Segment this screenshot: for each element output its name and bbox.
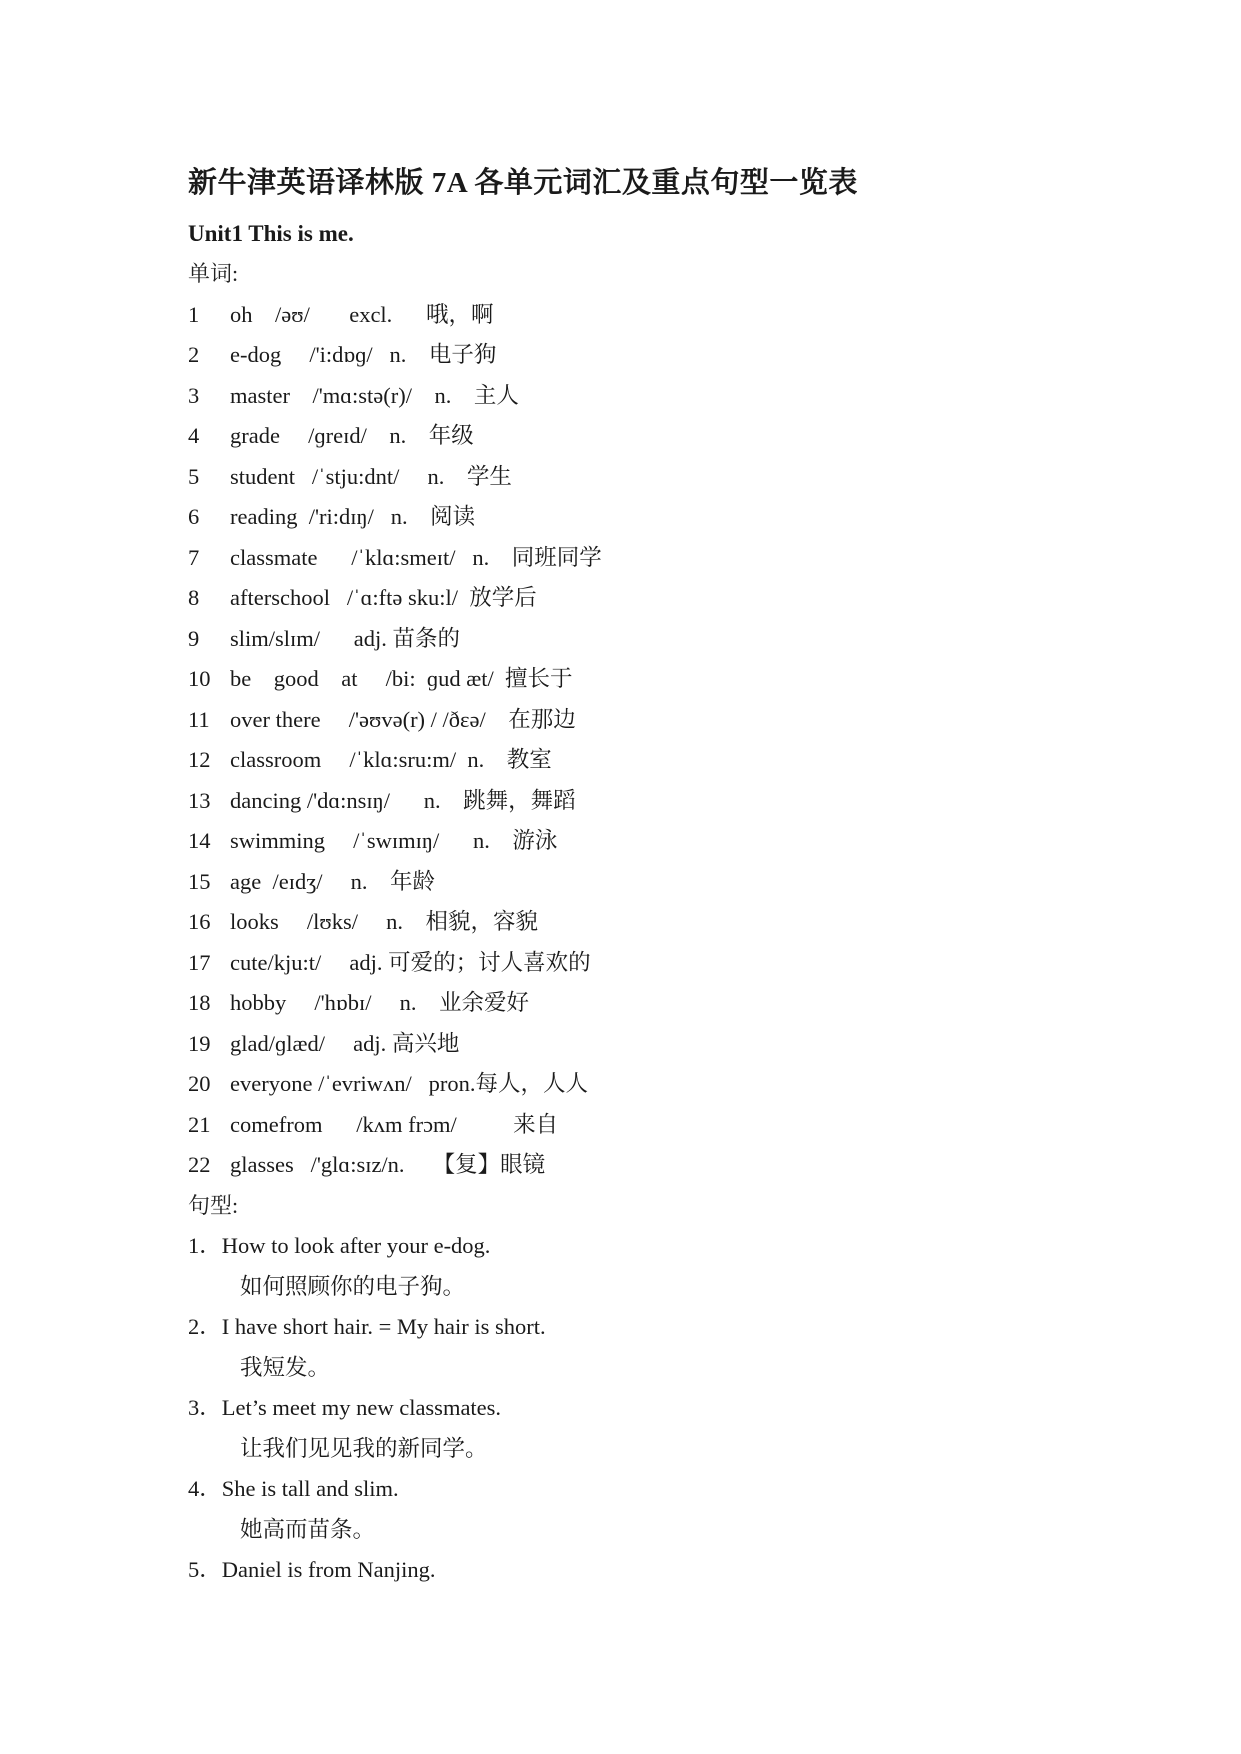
- vocab-number: 11: [188, 706, 210, 732]
- vocab-number: 16: [188, 909, 211, 934]
- vocab-entry: student /ˈstju:dnt/ n. 学生: [230, 463, 512, 489]
- vocab-item: [188, 659, 1188, 700]
- sentence-chinese: 让我们见见我的新同学。: [240, 1435, 488, 1461]
- vocab-number: 14: [188, 828, 211, 853]
- vocab-entry: classmate /ˈklɑ:smeɪt/ n. 同班同学: [230, 544, 602, 570]
- vocab-number: 15: [188, 868, 211, 894]
- vocab-number: 12: [188, 747, 211, 772]
- vocab-entry: dancing /'dɑ:nsɪŋ/ n. 跳舞，舞蹈: [230, 787, 576, 813]
- vocab-item: [188, 1064, 1188, 1105]
- vocab-item: [188, 457, 1188, 498]
- vocab-number: 20: [188, 1071, 211, 1096]
- vocab-number: 4: [188, 423, 200, 448]
- vocab-item: [188, 619, 1188, 660]
- vocab-item: [188, 740, 1188, 781]
- sentence-english: 1．How to look after your e-dog.: [188, 1233, 491, 1258]
- vocab-entry: classroom /ˈklɑ:sru:m/ n. 教室: [230, 747, 552, 772]
- vocab-number: 19: [188, 1030, 211, 1056]
- vocab-entry: slim/slɪm/ adj. 苗条的: [230, 625, 461, 651]
- document-page: [188, 158, 1188, 1591]
- vocab-item: [188, 335, 1188, 376]
- vocab-entry: swimming /ˈswɪmɪŋ/ n. 游泳: [230, 828, 558, 853]
- vocab-item: [188, 821, 1188, 862]
- sentence-english: 5．Daniel is from Nanjing.: [188, 1557, 436, 1582]
- vocab-item: [188, 578, 1188, 619]
- vocab-label: 单词:: [188, 261, 239, 286]
- vocab-number: 1: [188, 301, 200, 327]
- vocab-item: [188, 862, 1188, 903]
- unit-title: Unit1 This is me.: [188, 221, 354, 246]
- vocab-number: 9: [188, 625, 200, 651]
- vocab-item: [188, 700, 1188, 741]
- sentence-item: [188, 1550, 1188, 1591]
- vocab-entry: oh /əʊ/ excl. 哦，啊: [230, 301, 494, 327]
- vocab-item: [188, 1145, 1188, 1186]
- sentence-english: 4．She is tall and slim.: [188, 1476, 399, 1501]
- vocab-entry: comefrom /kʌm frɔm/ 来自: [230, 1111, 559, 1137]
- vocab-number: 22: [188, 1152, 211, 1177]
- sentence-item: [188, 1226, 1188, 1307]
- vocab-item: [188, 983, 1188, 1024]
- sentence-english: 2．I have short hair. = My hair is short.: [188, 1314, 546, 1339]
- vocab-entry: looks /lʊks/ n. 相貌，容貌: [230, 909, 538, 934]
- vocab-entry: cute/kju:t/ adj. 可爱的；讨人喜欢的: [230, 949, 591, 975]
- vocab-entry: age /eɪdʒ/ n. 年龄: [230, 868, 435, 894]
- vocab-entry: everyone /ˈevriwʌn/ pron.每人，人人: [230, 1071, 589, 1096]
- vocab-item: [188, 376, 1188, 417]
- vocab-item: [188, 943, 1188, 984]
- sentence-chinese: 她高而苗条。: [240, 1516, 376, 1542]
- sentence-english: 3．Let’s meet my new classmates.: [188, 1395, 502, 1420]
- vocab-number: 7: [188, 544, 200, 570]
- vocab-number: 21: [188, 1111, 211, 1137]
- vocab-item: [188, 1105, 1188, 1146]
- sentences-label: 句型:: [188, 1192, 239, 1218]
- sentence-list: [188, 1226, 1188, 1591]
- vocab-number: 3: [188, 382, 200, 408]
- sentence-item: [188, 1307, 1188, 1388]
- vocab-entry: grade /ɡreɪd/ n. 年级: [230, 423, 474, 448]
- vocab-entry: reading /'ri:dɪŋ/ n. 阅读: [230, 504, 476, 529]
- vocab-number: 13: [188, 787, 211, 813]
- vocab-number: 10: [188, 666, 211, 691]
- sentence-item: [188, 1388, 1188, 1469]
- vocab-item: [188, 538, 1188, 579]
- vocab-number: 5: [188, 463, 200, 489]
- vocab-number: 8: [188, 585, 200, 610]
- vocab-item: [188, 902, 1188, 943]
- vocab-item: [188, 416, 1188, 457]
- vocab-item: [188, 497, 1188, 538]
- vocab-item: [188, 295, 1188, 336]
- vocab-number: 2: [188, 342, 200, 367]
- vocab-list: [188, 295, 1188, 1186]
- vocab-number: 6: [188, 504, 200, 529]
- vocab-item: [188, 781, 1188, 822]
- sentence-item: [188, 1469, 1188, 1550]
- sentence-chinese: 我短发。: [240, 1354, 331, 1380]
- document-title: 新牛津英语译林版 7A 各单元词汇及重点句型一览表: [188, 167, 858, 199]
- vocab-entry: hobby /'hɒbɪ/ n. 业余爱好: [230, 990, 529, 1015]
- vocab-item: [188, 1024, 1188, 1065]
- vocab-number: 17: [188, 949, 211, 975]
- vocab-entry: be good at /bi: ɡud æt/ 擅长于: [230, 666, 573, 691]
- vocab-entry: afterschool /ˈɑ:ftə sku:l/ 放学后: [230, 585, 537, 610]
- sentence-chinese: 如何照顾你的电子狗。: [240, 1273, 466, 1299]
- vocab-entry: glad/ɡlæd/ adj. 高兴地: [230, 1030, 460, 1056]
- vocab-number: 18: [188, 990, 211, 1015]
- vocab-entry: over there /'əʊvə(r) / /ðεə/ 在那边: [230, 706, 576, 732]
- vocab-entry: glasses /'glɑ:sɪz/n. 【复】眼镜: [230, 1152, 546, 1177]
- vocab-entry: e-dog /'i:dɒɡ/ n. 电子狗: [230, 342, 497, 367]
- vocab-entry: master /'mɑ:stə(r)/ n. 主人: [230, 382, 519, 408]
